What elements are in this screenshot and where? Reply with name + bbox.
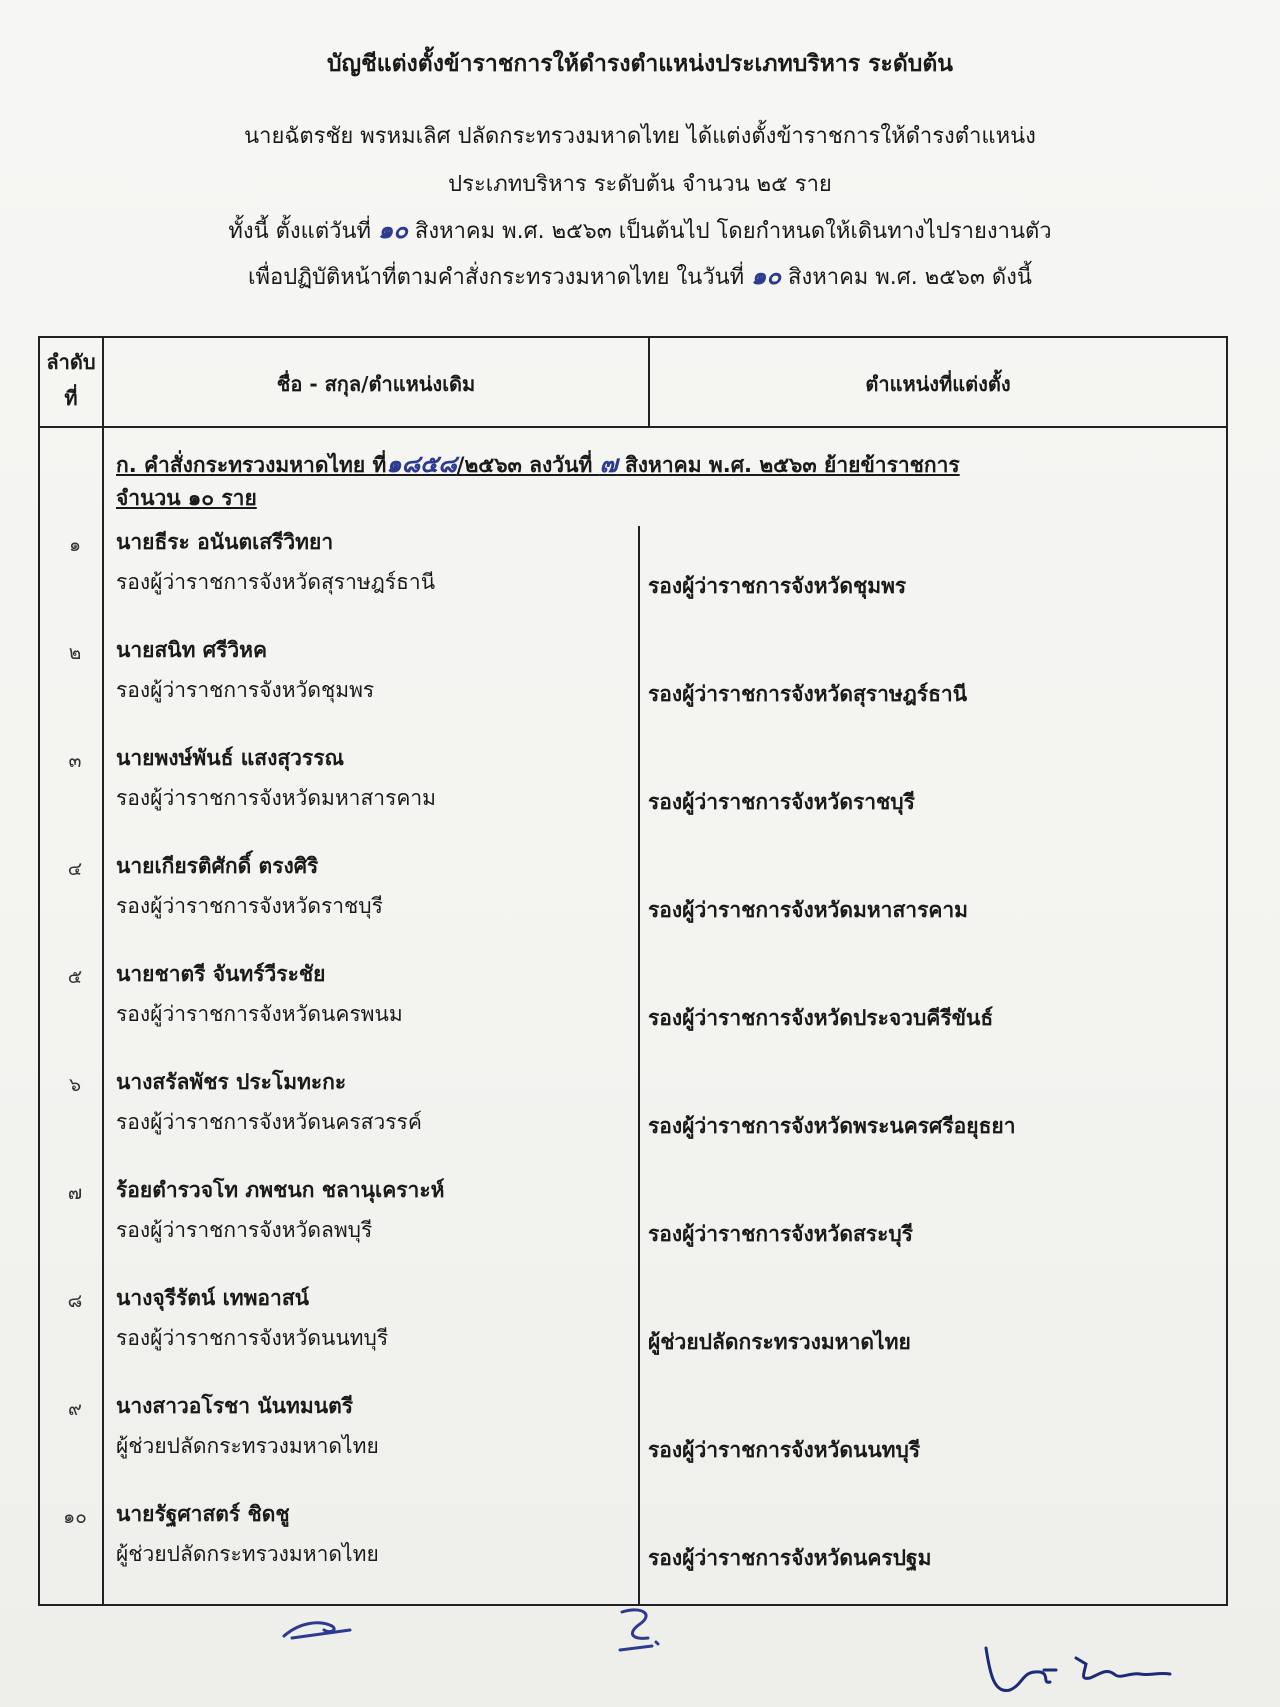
new-position: รองผู้ว่าราชการจังหวัดสระบุรี (648, 1222, 913, 1246)
former-position: รองผู้ว่าราชการจังหวัดนครสวรรค์ (116, 1110, 422, 1134)
person-name: ร้อยตำรวจโท ภพชนก ชลานุเคราะห์ (116, 1178, 445, 1202)
intro-line-4-start: เพื่อปฏิบัติหน้าที่ตามคำสั่งกระทรวงมหาดไทย ในวันที่ (248, 265, 752, 290)
new-position: รองผู้ว่าราชการจังหวัดนนทบุรี (648, 1438, 921, 1462)
header-name-oldpos: ชื่อ - สกุล/ตำแหน่งเดิม (276, 372, 476, 396)
person-name: นางสรัลพัชร ประโมทะกะ (116, 1070, 347, 1094)
new-position: รองผู้ว่าราชการจังหวัดราชบุรี (648, 790, 915, 814)
person-name: นางสาวอโรชา นันทมนตรี (116, 1394, 353, 1418)
table-row (40, 1282, 1226, 1392)
former-position: รองผู้ว่าราชการจังหวัดนครพนม (116, 1002, 403, 1026)
table-row (40, 634, 1226, 744)
handwritten-order-number: ๑๘๕๘ (386, 450, 457, 478)
initial-signature-2 (612, 1602, 672, 1662)
intro-line-3-end: สิงหาคม พ.ศ. ๒๕๖๓ เป็นต้นไป โดยกำหนดให้เดินทางไปรายงานตัว (407, 219, 1052, 244)
former-position: รองผู้ว่าราชการจังหวัดชุมพร (116, 678, 375, 702)
person-name: นายพงษ์พันธ์ แสงสุวรรณ (116, 746, 344, 770)
new-position: รองผู้ว่าราชการจังหวัดนครปฐม (648, 1546, 932, 1570)
former-position: ผู้ช่วยปลัดกระทรวงมหาดไทย (116, 1434, 379, 1458)
header-separator (40, 426, 1226, 428)
header-new-position: ตำแหน่งที่แต่งตั้ง (865, 372, 1011, 396)
table-row (40, 526, 1226, 636)
intro-line-3-start: ทั้งนี้ ตั้งแต่วันที่ (228, 219, 379, 244)
table-row (40, 1066, 1226, 1176)
row-number: ๓ (68, 750, 82, 772)
document-title: บัญชีแต่งตั้งข้าราชการให้ดำรงตำแหน่งประเภทบริหาร ระดับต้น (326, 51, 954, 77)
handwritten-start-day: ๑๐ (378, 216, 408, 244)
header-number-line2: ที่ (64, 386, 78, 410)
new-position: รองผู้ว่าราชการจังหวัดสุราษฎร์ธานี (648, 682, 968, 706)
row-number: ๕ (67, 966, 83, 988)
row-number: ๑๐ (63, 1506, 87, 1528)
row-number: ๗ (67, 1182, 83, 1204)
person-name: นายเกียรติศักดิ์ ตรงศิริ (116, 854, 319, 878)
new-position: รองผู้ว่าราชการจังหวัดพระนครศรีอยุธยา (648, 1114, 1016, 1138)
table-row (40, 742, 1226, 852)
order-line-1 (116, 444, 960, 483)
order-line-1-end: สิงหาคม พ.ศ. ๒๕๖๓ ย้ายข้าราชการ (617, 453, 960, 477)
handwritten-signature (980, 1634, 1180, 1704)
row-number: ๖ (68, 1074, 82, 1096)
intro-line-4 (0, 256, 1280, 295)
former-position: ผู้ช่วยปลัดกระทรวงมหาดไทย (116, 1542, 379, 1566)
new-position: รองผู้ว่าราชการจังหวัดมหาสารคาม (648, 898, 969, 922)
handwritten-report-day: ๑๐ (751, 262, 782, 290)
table-row (40, 850, 1226, 960)
former-position: รองผู้ว่าราชการจังหวัดราชบุรี (116, 894, 383, 918)
table-row (40, 1390, 1226, 1500)
header-number (40, 344, 102, 416)
row-number: ๑ (68, 534, 82, 556)
appointment-table (38, 336, 1228, 1606)
person-name: นายสนิท ศรีวิหค (116, 638, 268, 662)
intro-line-1: นายฉัตรชัย พรหมเลิศ ปลัดกระทรวงมหาดไทย ได้แต่งตั้งข้าราชการให้ดำรงตำแหน่ง (244, 124, 1036, 149)
table-row (40, 958, 1226, 1068)
handwritten-order-day: ๗ (599, 450, 618, 478)
order-line-1-mid: /๒๕๖๓ ลงวันที่ (456, 453, 600, 477)
intro-line-4-end: สิงหาคม พ.ศ. ๒๕๖๓ ดังนี้ (781, 265, 1032, 290)
person-name: นายรัฐศาสตร์ ชิดชู (116, 1502, 290, 1526)
row-number: ๙ (68, 1398, 82, 1420)
order-line-1-start: ก. คำสั่งกระทรวงมหาดไทย ที่ (116, 453, 387, 477)
table-row (40, 1174, 1226, 1284)
person-name: นางจุรีรัตน์ เทพอาสน์ (116, 1286, 310, 1310)
former-position: รองผู้ว่าราชการจังหวัดนนทบุรี (116, 1326, 389, 1350)
header-number-line1: ลำดับ (46, 350, 96, 374)
row-number: ๒ (68, 642, 82, 664)
new-position: รองผู้ว่าราชการจังหวัดชุมพร (648, 574, 907, 598)
person-name: นายธีระ อนันตเสรีวิทยา (116, 530, 334, 554)
former-position: รองผู้ว่าราชการจังหวัดลพบุรี (116, 1218, 373, 1242)
initial-signature-1 (280, 1612, 360, 1652)
intro-line-2: ประเภทบริหาร ระดับต้น จำนวน ๒๕ ราย (448, 172, 832, 197)
row-number: ๔ (67, 858, 83, 880)
former-position: รองผู้ว่าราชการจังหวัดสุราษฎร์ธานี (116, 570, 436, 594)
new-position: รองผู้ว่าราชการจังหวัดประจวบคีรีขันธ์ (648, 1006, 994, 1030)
order-line-2: จำนวน ๑๐ ราย (116, 486, 257, 510)
person-name: นายชาตรี จันทร์วีระชัย (116, 962, 326, 986)
former-position: รองผู้ว่าราชการจังหวัดมหาสารคาม (116, 786, 437, 810)
new-position: ผู้ช่วยปลัดกระทรวงมหาดไทย (648, 1330, 911, 1354)
intro-line-3 (0, 210, 1280, 249)
table-row (40, 1498, 1226, 1608)
row-number: ๘ (67, 1290, 83, 1312)
